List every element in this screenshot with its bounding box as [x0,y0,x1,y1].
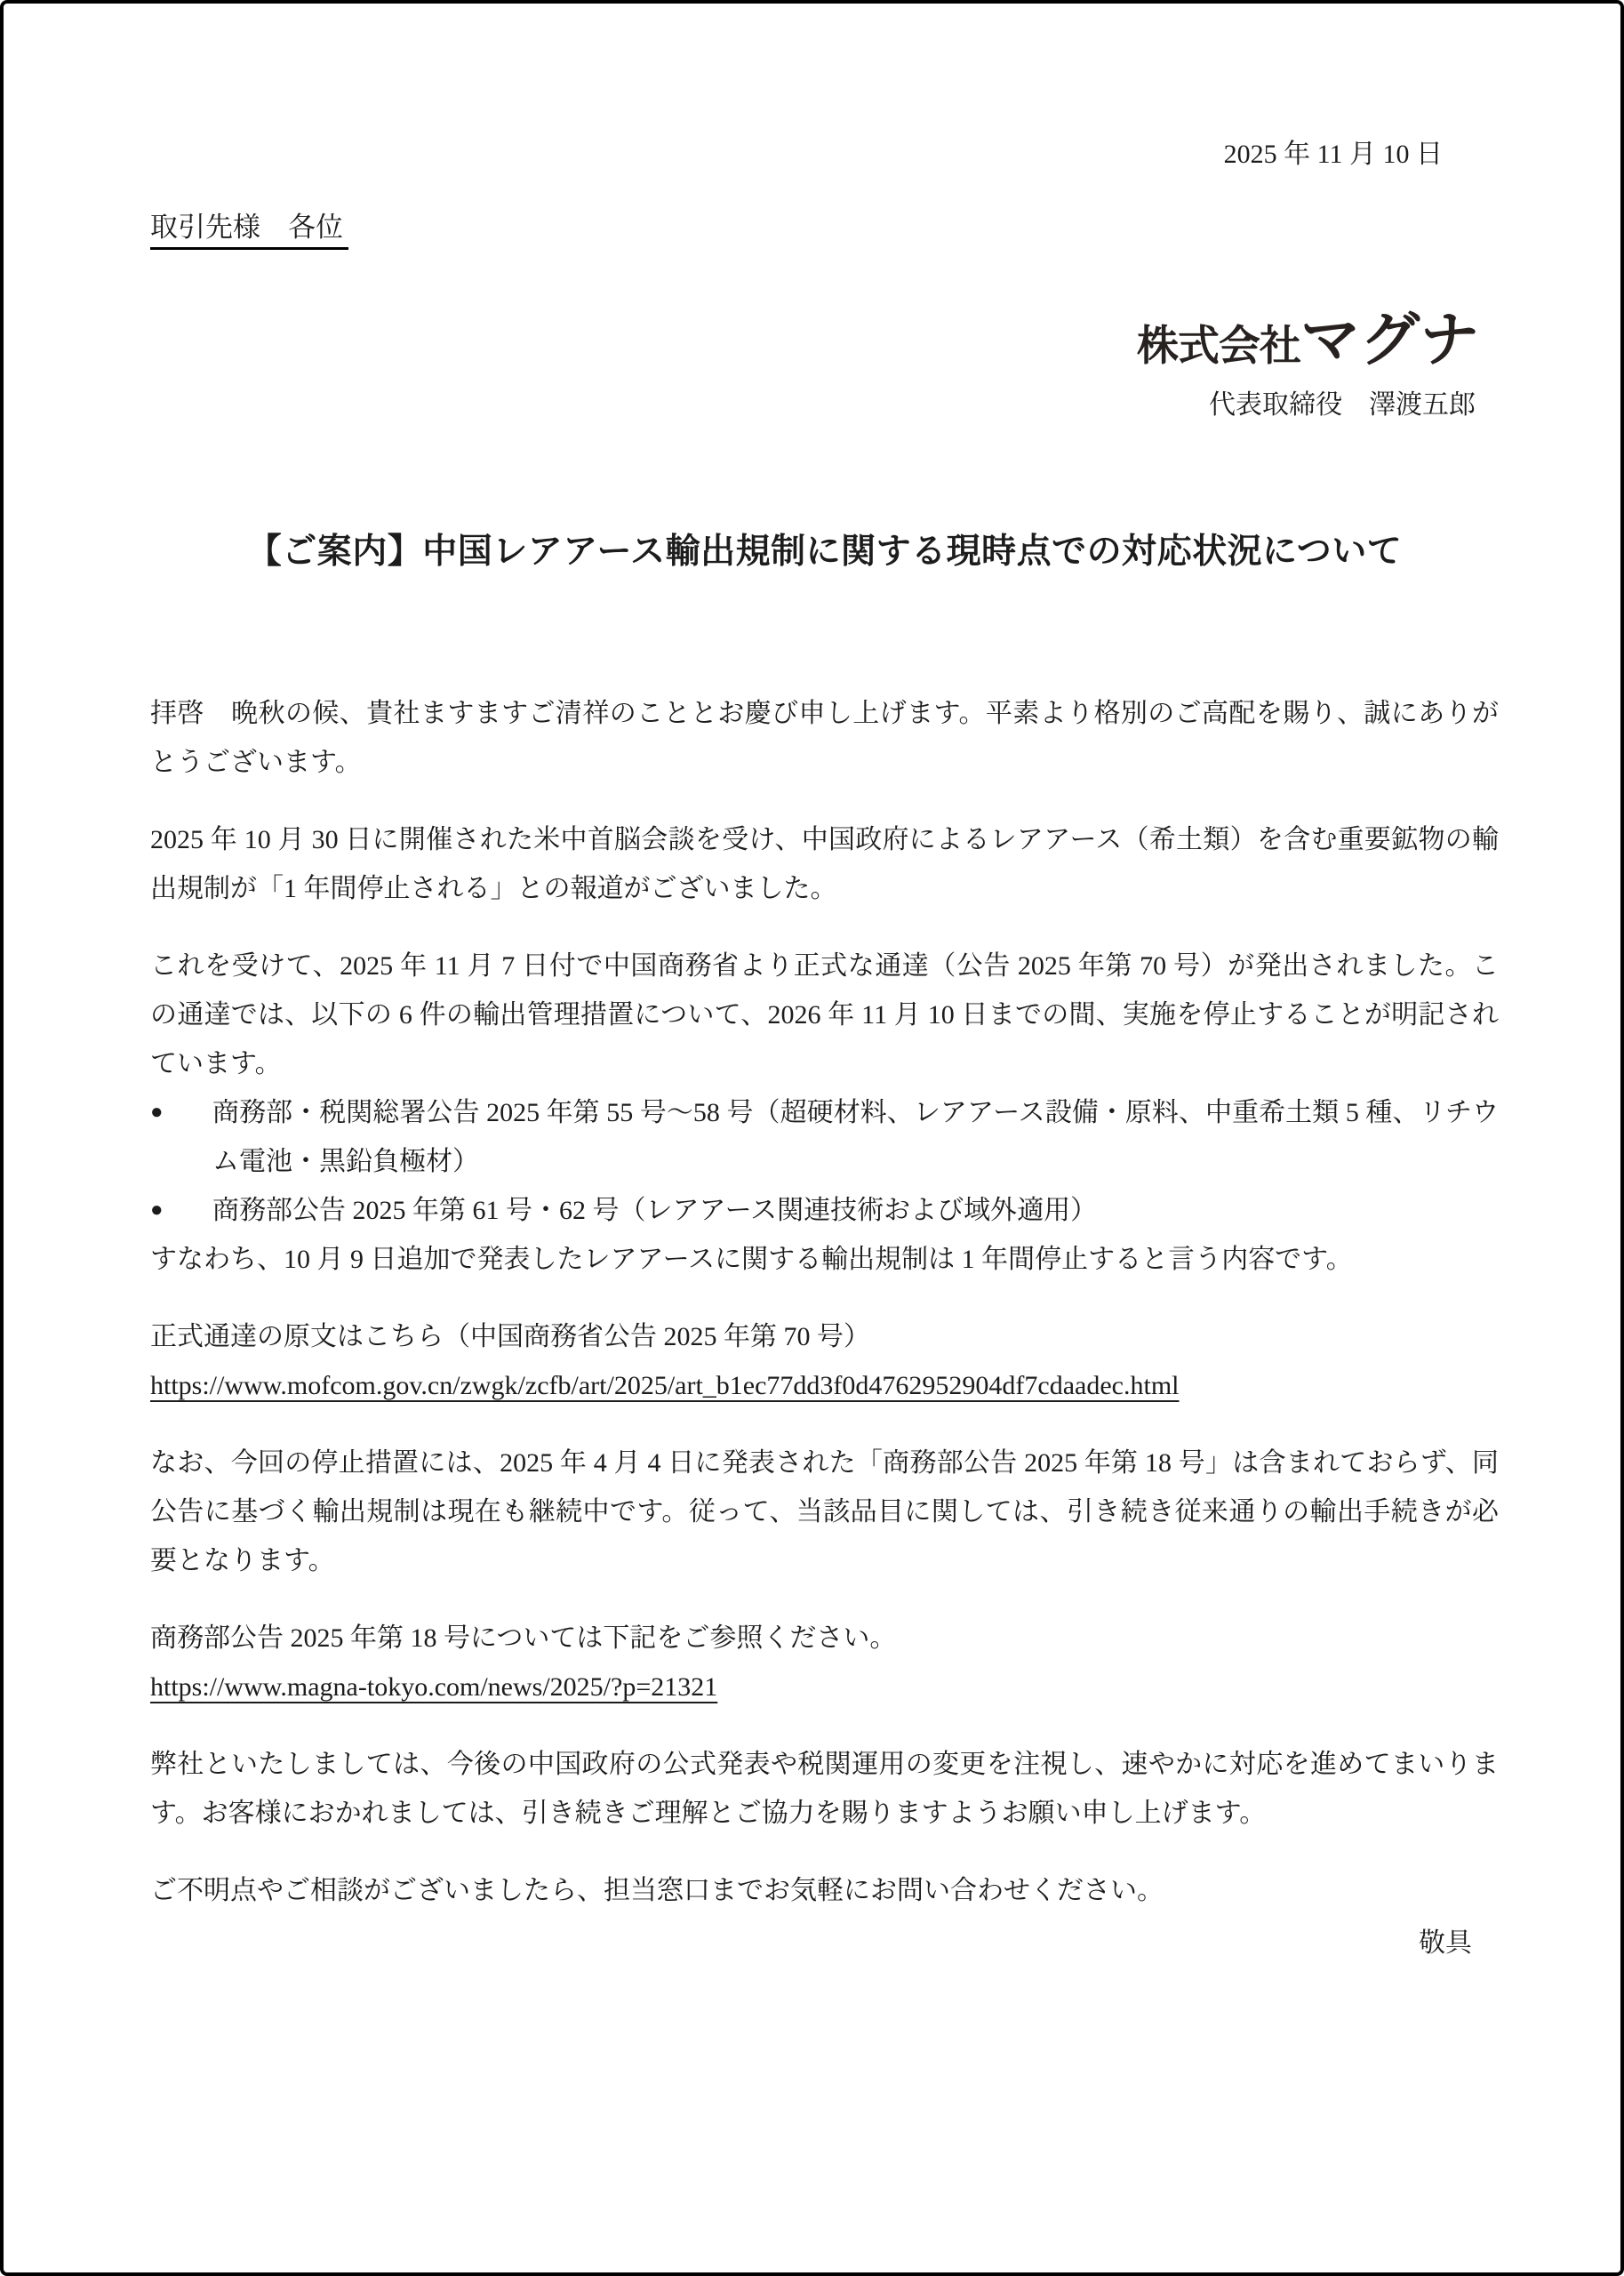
bullet-1-text: 商務部・税関総署公告 2025 年第 55 号～58 号（超硬材料、レアアース設備・原料、中重希土類 5 種、リチウム電池・黒鉛負極材） [212,1098,1499,1176]
paragraph-meaning: すなわち、10 月 9 日追加で発表したレアアースに関する輸出規制は 1 年間停止すると言う内容です。 [150,1245,1353,1274]
bullet-item-2 [150,1186,1499,1235]
paragraph-greeting: 拝啓 晩秋の候、貴社ますますご清祥のこととお慶び申し上げます。平素より格別のご高配を賜り、誠にありがとうございます。 [150,699,1499,777]
closing-word: 敬具 [1419,1928,1472,1958]
link-1-line [150,1361,1499,1410]
company-logo-name: マグナ [1300,307,1479,373]
company-logo-prefix: 株式会社 [1137,322,1300,369]
document-date: 2025 年 11 月 10 日 [1223,140,1443,169]
recipient-label: 取引先様 各位 [150,210,348,250]
paragraph-official-notice: これを受けて、2025 年 11 月 7 日付で中国商務省より正式な通達（公告 2025 年第 70 号）が発出されました。この通達では、以下の 6 件の輸出管理措置について、2026 年 11 月 10 日までの間、実施を停止することが明記されています。 [150,951,1499,1078]
bullet-2-text: 商務部公告 2025 年第 61 号・62 号（レアアース関連技術および域外適用） [212,1196,1098,1225]
letter-body [150,689,1499,1967]
recipient-line [150,210,1499,250]
company-logo [150,293,1499,378]
paragraph-company-policy: 弊社といたしましては、今後の中国政府の公式発表や税関運用の変更を注視し、速やかに対応を進めてまいります。お客様におかれましては、引き続きご理解とご協力を賜りますようお願い申し上げます。 [150,1750,1499,1828]
letter-content [150,4,1499,1967]
magna-news-link[interactable]: https://www.magna-tokyo.com/news/2025/?p=21321 [150,1672,718,1702]
bullet-icon: ● [150,1101,164,1124]
paragraph-exception: なお、今回の停止措置には、2025 年 4 月 4 日に発表された「商務部公告 2025 年第 18 号」は含まれておらず、同公告に基づく輸出規制は現在も継続中です。従って、当該品目に関しては、引き続き従来通りの輸出手続きが必要となります。 [150,1448,1499,1575]
link-2-label: 商務部公告 2025 年第 18 号については下記をご参照ください。 [150,1623,897,1653]
document-title: 【ご案内】中国レアアース輸出規制に関する現時点での対応状況について [246,533,1403,571]
bullet-item-1 [150,1088,1499,1186]
link-1-label: 正式通達の原文はこちら（中国商務省公告 2025 年第 70 号） [150,1322,870,1351]
mofcom-notice-link[interactable]: https://www.mofcom.gov.cn/zwgk/zcfb/art/2025/art_b1ec77dd3f0d4762952904df7cdaadec.html [150,1371,1180,1400]
bullet-icon: ● [150,1198,164,1222]
paragraph-summit-news: 2025 年 10 月 30 日に開催された米中首脳会談を受け、中国政府によるレアアース（希土類）を含む重要鉱物の輸出規制が「1 年間停止される」との報道がございました。 [150,825,1499,903]
link-2-line [150,1663,1499,1711]
paragraph-contact: ご不明点やご相談がございましたら、担当窓口までお気軽にお問い合わせください。 [150,1876,1164,1905]
signer-name: 代表取締役 澤渡五郎 [1209,390,1476,420]
